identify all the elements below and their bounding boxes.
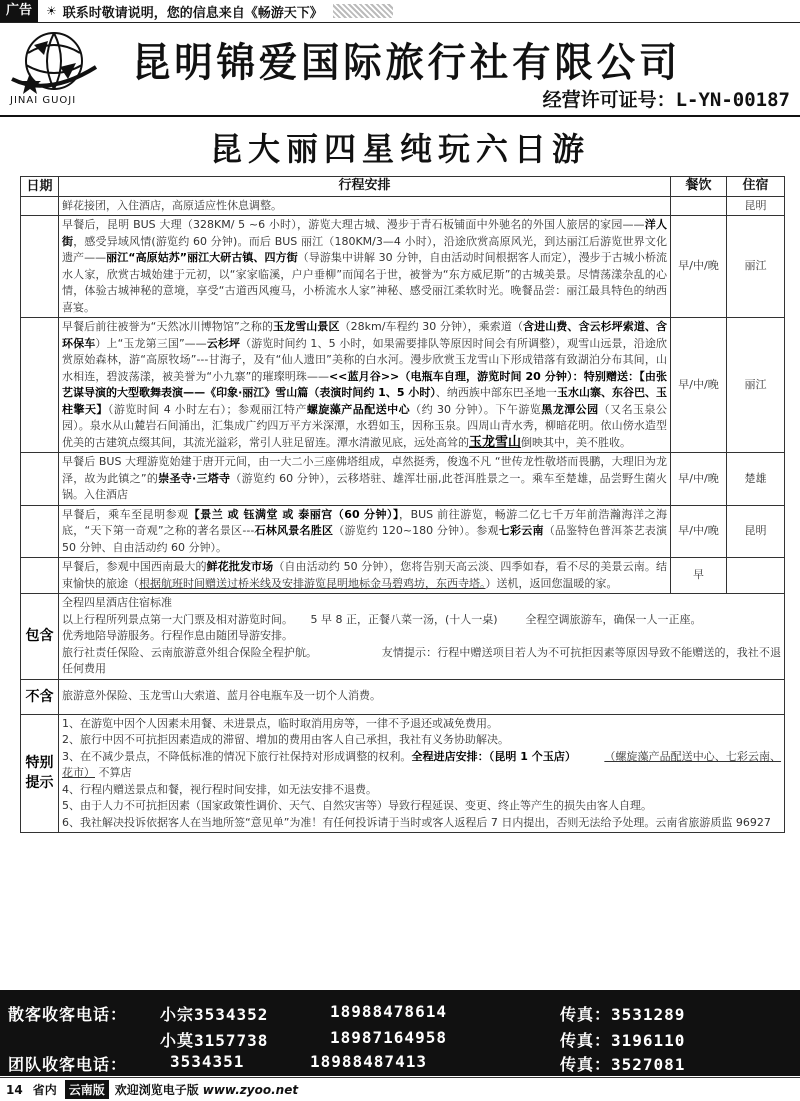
sun-icon: ☀ [46,4,57,18]
meal-cell: 早/中/晚 [671,216,727,318]
retail-mobile-1: 18988478614 [330,1002,447,1021]
table-row [21,558,785,594]
license-number: 经营许可证号：L-YN-00187 [542,89,790,111]
itinerary-cell: 鲜花接团，入住酒店，高原适应性休息调整。 [59,196,671,216]
hotel-cell: 楚雄 [727,453,785,506]
header-itinerary: 行程安排 [59,177,671,197]
meal-cell: 早/中/晚 [671,318,727,453]
include-cell: 全程四星酒店住宿标准 以上行程所列景点第一大门票及相对游览时间。 5 早 8 正，正餐八菜一汤，(十人一桌) 全程空调旅游车，确保一人一正座。 优秀地陪导游服务。行程作息由随团导游安排。 旅行社责任保险、云南旅游意外组合保险全程护航。 友情提示：行程中赠送项目若人为不可抗拒因素等原因导致不能赠送的，我社不退任何费用 [59,594,785,680]
group-mobile: 18988487413 [310,1052,427,1071]
exclude-label: 不含 [21,679,59,714]
header-meal: 餐饮 [671,177,727,197]
notes-label: 特别提示 [21,714,59,833]
bottom-bar [0,1077,800,1101]
hotel-cell: 丽江 [727,318,785,453]
meal-cell: 早 [671,558,727,594]
hotel-cell: 丽江 [727,216,785,318]
retail-phone-1: 小宗3534352 [160,1005,269,1024]
website-link[interactable]: www.zyoo.net [202,1082,299,1097]
notes-cell: 1、在游览中因个人因素未用餐、未进景点，临时取消用房等，一律不予退还或减免费用。 2、旅行中因不可抗拒因素造成的滞留、增加的费用由客人自己承担，我社有义务协助解决。 3、在不减少景点，不降低标准的情况下旅行社保持对形成调整的权利。全程进店安排：（昆明 1 个玉店） （螺旋藻产品配送中心、七彩云南、花市） 不算店 4、行程内赠送景点和餐，视行程时间安排，如无法安排不退费。 5、由于人力不可抗拒因素（国家政策性调价、天气、自然灾害等）导致行程延误、变更、终止等产生的损失由客人自理。 6、我社解决投诉依据客人在当地所签“意见单”为准！有任何投诉请于当时或客人返程后 7 日内提出，否则无法给予处理。云南省旅游质监 96927 [59,714,785,833]
header [0,23,800,117]
meal-cell [671,196,727,216]
day-cell [21,216,59,318]
notes-row [21,714,785,833]
group-fax: 传真：3527081 [560,1055,686,1074]
table-row [21,216,785,318]
header-day: 日期 [21,177,59,197]
tour-title: 昆大丽四星纯玩六日游 [209,130,590,168]
day-cell [21,196,59,216]
contact-block [0,990,800,1076]
welcome-text: 欢迎浏览电子版 [114,1083,199,1097]
table-row [21,505,785,558]
retail-mobile-2: 18987164958 [330,1028,447,1047]
include-row [21,594,785,680]
retail-phone-label: 散客收客电话： [8,1005,128,1024]
header-hotel: 住宿 [727,177,785,197]
company-name: 昆明锦爱国际旅行社有限公司 [132,40,682,86]
exclude-cell: 旅游意外保险、玉龙雪山大索道、蓝月谷电瓶车及一切个人消费。 [59,679,785,714]
table-header-row [21,177,785,197]
group-phone: 3534351 [170,1052,245,1071]
checker-decoration [333,4,393,18]
itinerary-cell: 早餐后，参观中国西南最大的鲜花批发市场（自由活动约 50 分钟），您将告别天高云淡、四季如春，看不尽的美景云南。结束愉快的旅途（根据航班时间赠送过桥米线及安排游览昆明地标金马碧鸡坊，东西寺塔。）送机，返回您温暖的家。 [59,558,671,594]
itinerary-cell: 早餐后前往被誉为“天然冰川博物馆”之称的玉龙雪山景区（28km/车程约 30 分钟），乘索道（含进山费、含云杉坪索道、含环保车）上“玉龙第三国”——云杉坪（游览时间约 1、5 小时，如果需要排队等原因时间会有所调整），观雪山远景，沿途欣赏原始森林，游“高原牧场”---甘海子，及有“仙人遗田”美称的白水河。漫步欣赏玉龙雪山下形成错落有致湖泊分布其间，山水相连，碧波荡漾，被美誉为“小九寨”的璀璨明珠——<<蓝月谷>>（电瓶车自理，游览时间 20 分钟）：特别赠送：【由张艺谋导演的大型歌舞表演——《印象·丽江》雪山篇（表演时间约 1、5 小时）、纳西族中部东巴圣地一玉水山寨、东谷巴、玉柱擎天】（游览时间 4 小时左右）；参观丽江特产螺旋藻产品配送中心（约 30 分钟）。下午游览黑龙潭公园（又名玉泉公园）。泉水从山麓岩石间涌出，汇集成广约四万平方米深潭，水碧如玉，因称玉泉。四周山青水秀，柳暗花明。依山傍水造型优美的古建筑点缀其间，其流光溢彩，常引人驻足留连。潭水清澈见底，远处高耸的玉龙雪山倒映其中，美不胜收。 [59,318,671,453]
retail-fax-2: 传真：3196110 [560,1031,686,1050]
itinerary-cell: 早餐后，乘车至昆明参观【景兰 或 钰满堂 或 泰丽宫（60 分钟）】，BUS 前往游览，畅游二亿七千万年前浩瀚海洋之海底，“天下第一奇观”之称的著名景区---石林风景名胜区（游览约 120~180 分钟）。参观七彩云南（品鉴特色普洱茶艺表演 50 分钟、自由活动约 60 分钟）。 [59,505,671,558]
province-label: 省内 [32,1083,57,1097]
include-label: 包含 [21,594,59,680]
hotel-cell [727,558,785,594]
day-cell [21,558,59,594]
table-row [21,318,785,453]
edition-badge: 云南版 [65,1080,109,1099]
day-cell [21,453,59,506]
ad-text: 联系时敬请说明，您的信息来自《畅游天下》 [62,5,323,21]
retail-fax-1: 传真：3531289 [560,1005,686,1024]
hotel-cell: 昆明 [727,505,785,558]
ad-bar [0,0,800,23]
table-row [21,453,785,506]
page-number: 14 [6,1082,23,1097]
day-cell [21,505,59,558]
retail-phone-2: 小莫3157738 [160,1031,269,1050]
table-row [21,196,785,216]
exclude-row [21,679,785,714]
meal-cell: 早/中/晚 [671,505,727,558]
meal-cell: 早/中/晚 [671,453,727,506]
itinerary-table [20,176,785,833]
itinerary-cell: 早餐后，昆明 BUS 大理（328KM/ 5 ~6 小时），游览大理古城、漫步于青石板铺面中外驰名的外国人旅居的家园——洋人街，感受异域风情(游览约 60 分钟)。而后 BUS 丽江（180KM/3—4 小时），沿途欣赏高原风光，到达丽江后游览世界文化遗产——丽江“高原姑苏”丽江大研古镇、四方街（导游集中讲解 30 分钟，自由活动时间根据客人而定），漫步于古城小桥流水人家，欣赏古城始建于元初，以“家家临溪，户户垂柳”而闻名于世，被誉为“东方威尼斯”的古城美景。尽情荡漾杂乱的心情，体验古城神秘的意境，享受“古道西风瘦马，小桥流水人家”神秘、感受丽江柔软时光。晚餐品尝：丽江最具特色的纳西喜宴。 [59,216,671,318]
group-phone-label: 团队收客电话： [8,1055,128,1074]
hotel-cell: 昆明 [727,196,785,216]
day-cell [21,318,59,453]
itinerary-cell: 早餐后 BUS 大理游览始建于唐开元间，由一大二小三座佛塔组成，卓然挺秀，俊逸不凡 “世传龙性敬塔而畏鹏，大理旧为龙泽，故为此镇之”的崇圣寺·三塔寺（游览约 60 分钟），云移塔驻、雄浑壮丽,此苍洱胜景之一。乘车至楚雄，品尝野生菌火锅。入住酒店 [59,453,671,506]
ad-tag: 广告 [0,0,38,22]
logo-text: JINAI GUOJI [10,95,77,106]
